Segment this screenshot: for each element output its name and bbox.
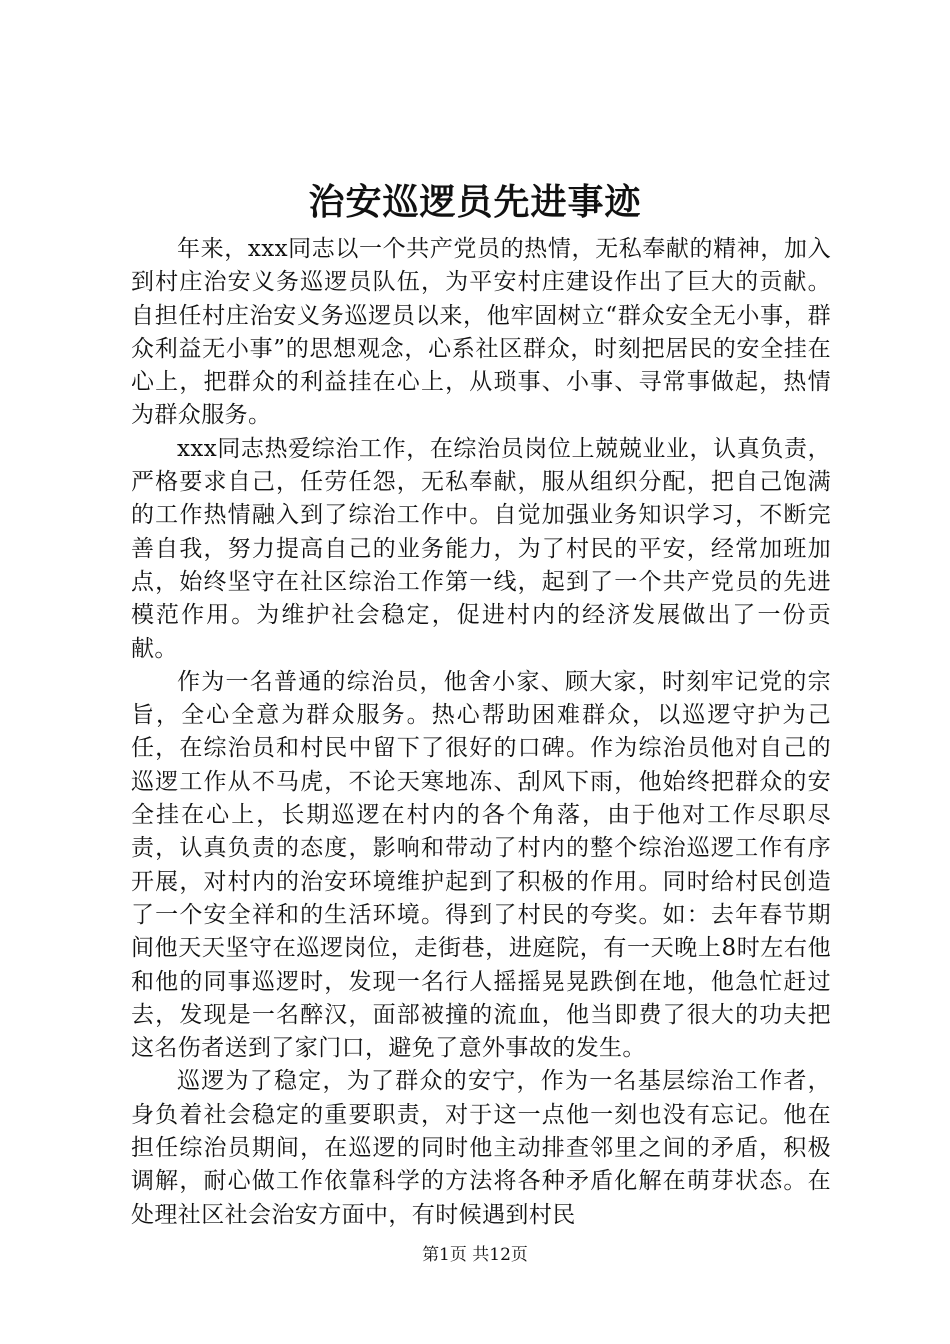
- document-title: 治安巡逻员先进事迹: [308, 181, 642, 223]
- paragraph-2: xxx同志热爱综治工作，在综治员岗位上兢兢业业，认真负责，严格要求自己，任劳任怨，无私奉献，服从组织分配，把自己饱满的工作热情融入到了综治工作中。自觉加强业务知识学习，不断完善自我，努力提高自己的业务能力，为了村民的平安，经常加班加点，始终坚守在社区综治工作第一线，起到了一个共产党员的先进模范作用。为维护社会稳定，促进村内的经济发展做出了一份贡献。: [131, 435, 831, 662]
- page-number-footer: 第1页 共12页: [422, 1245, 528, 1265]
- document-body: [131, 233, 831, 1232]
- paragraph-4: 巡逻为了稳定，为了群众的安宁，作为一名基层综治工作者，身负着社会稳定的重要职责，对于这一点他一刻也没有忘记。他在担任综治员期间，在巡逻的同时他主动排查邻里之间的矛盾，积极调解，耐心做工作依靠科学的方法将各种矛盾化解在萌芽状态。在处理社区社会治安方面中，有时候遇到村民: [131, 1068, 831, 1228]
- paragraph-1: 年来，xxx同志以一个共产党员的热情，无私奉献的精神，加入到村庄治安义务巡逻员队伍，为平安村庄建设作出了巨大的贡献。自担任村庄治安义务巡逻员以来，他牢固树立“群众安全无小事，群众利益无小事”的思想观念，心系社区群众，时刻把居民的安全挂在心上，把群众的利益挂在心上，从琐事、小事、寻常事做起，热情为群众服务。: [131, 236, 831, 429]
- paragraph-3: 作为一名普通的综治员，他舍小家、顾大家，时刻牢记党的宗旨，全心全意为群众服务。热心帮助困难群众，以巡逻守护为己任，在综治员和村民中留下了很好的口碑。作为综治员他对自己的巡逻工作从不马虎，不论天寒地冻、刮风下雨，他始终把群众的安全挂在心上，长期巡逻在村内的各个角落，由于他对工作尽职尽责，认真负责的态度，影响和带动了村内的整个综治巡逻工作有序开展，对村内的治安环境维护起到了积极的作用。同时给村民创造了一个安全祥和的生活环境。得到了村民的夸奖。如：去年春节期间他天天坚守在巡逻岗位，走街巷，进庭院，有一天晚上8时左右他和他的同事巡逻时，发现一名行人摇摇晃晃跌倒在地，他急忙赶过去，发现是一名醉汉，面部被撞的流血，他当即费了很大的功夫把这名伤者送到了家门口，避免了意外事故的发生。: [131, 668, 831, 1062]
